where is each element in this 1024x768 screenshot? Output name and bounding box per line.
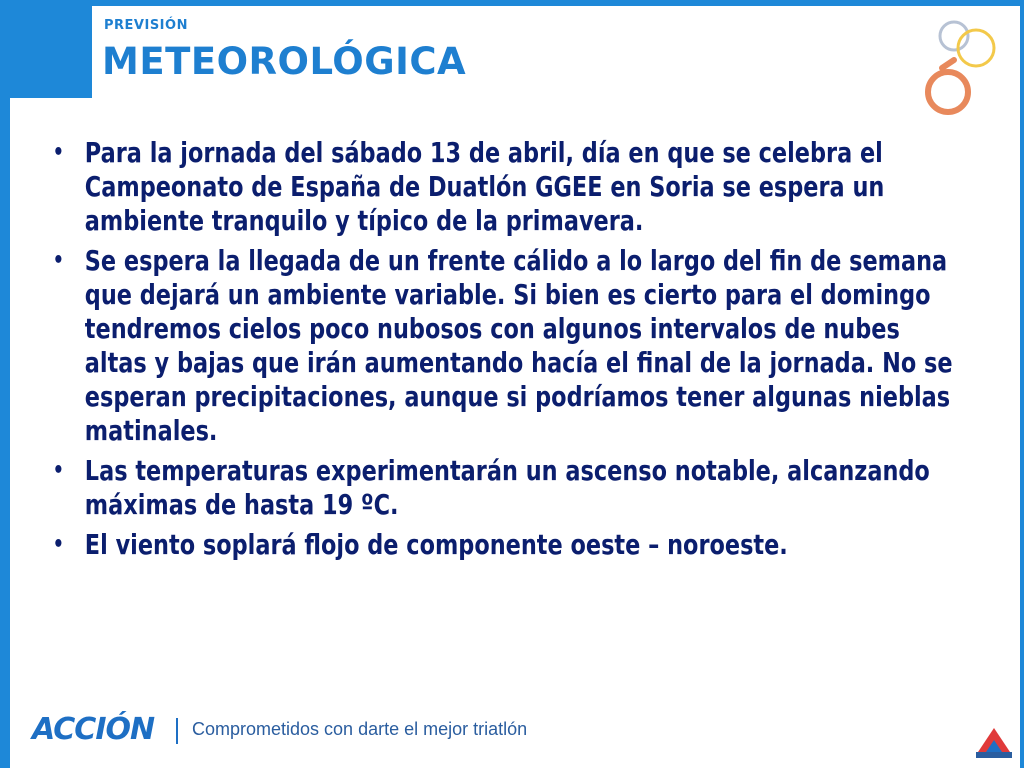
bullet-text: Para la jornada del sábado 13 de abril, día en que se celebra el Campeonato de España de Duatlón GGEE en Soria se espera un ambiente tranquilo y típico de la primavera.	[84, 136, 885, 237]
bullet-text: Las temperaturas experimentarán un ascenso notable, alcanzando máximas de hasta 19 ºC.	[84, 454, 930, 521]
bullet-dot-icon: •	[52, 140, 65, 165]
bullet-text: Se espera la llegada de un frente cálido a lo largo del fin de semana que dejará un ambiente variable. Si bien es cierto para el domingo tendremos cielos poco nubosos con algunos intervalos de nubes altas y bajas que irán aumentando hacía el final de la jornada. No se esperan precipitaciones, aunque si podríamos tener algunas nieblas matinales.	[84, 244, 953, 447]
footer-divider	[176, 718, 178, 744]
federation-logo-icon	[972, 722, 1016, 762]
rings-logo-icon	[918, 14, 1014, 118]
bullet-item	[48, 454, 957, 522]
brand-logo: ACCIÓN	[32, 712, 155, 747]
bullet-dot-icon: •	[52, 532, 65, 557]
content-area	[48, 136, 978, 568]
frame-left	[0, 0, 10, 768]
bullet-item	[48, 136, 957, 238]
bullet-dot-icon: •	[52, 248, 65, 273]
bullet-text: El viento soplará flojo de componente oeste – noroeste.	[84, 528, 788, 561]
slide-subtitle: PREVISIÓN	[104, 18, 188, 33]
footer-tagline: Comprometidos con darte el mejor triatlón	[192, 719, 528, 739]
slide-title: METEOROLÓGICA	[102, 40, 467, 83]
bullet-dot-icon: •	[52, 458, 65, 483]
bullet-item	[48, 244, 957, 448]
bullet-item	[48, 528, 957, 562]
bullet-list	[48, 136, 978, 562]
